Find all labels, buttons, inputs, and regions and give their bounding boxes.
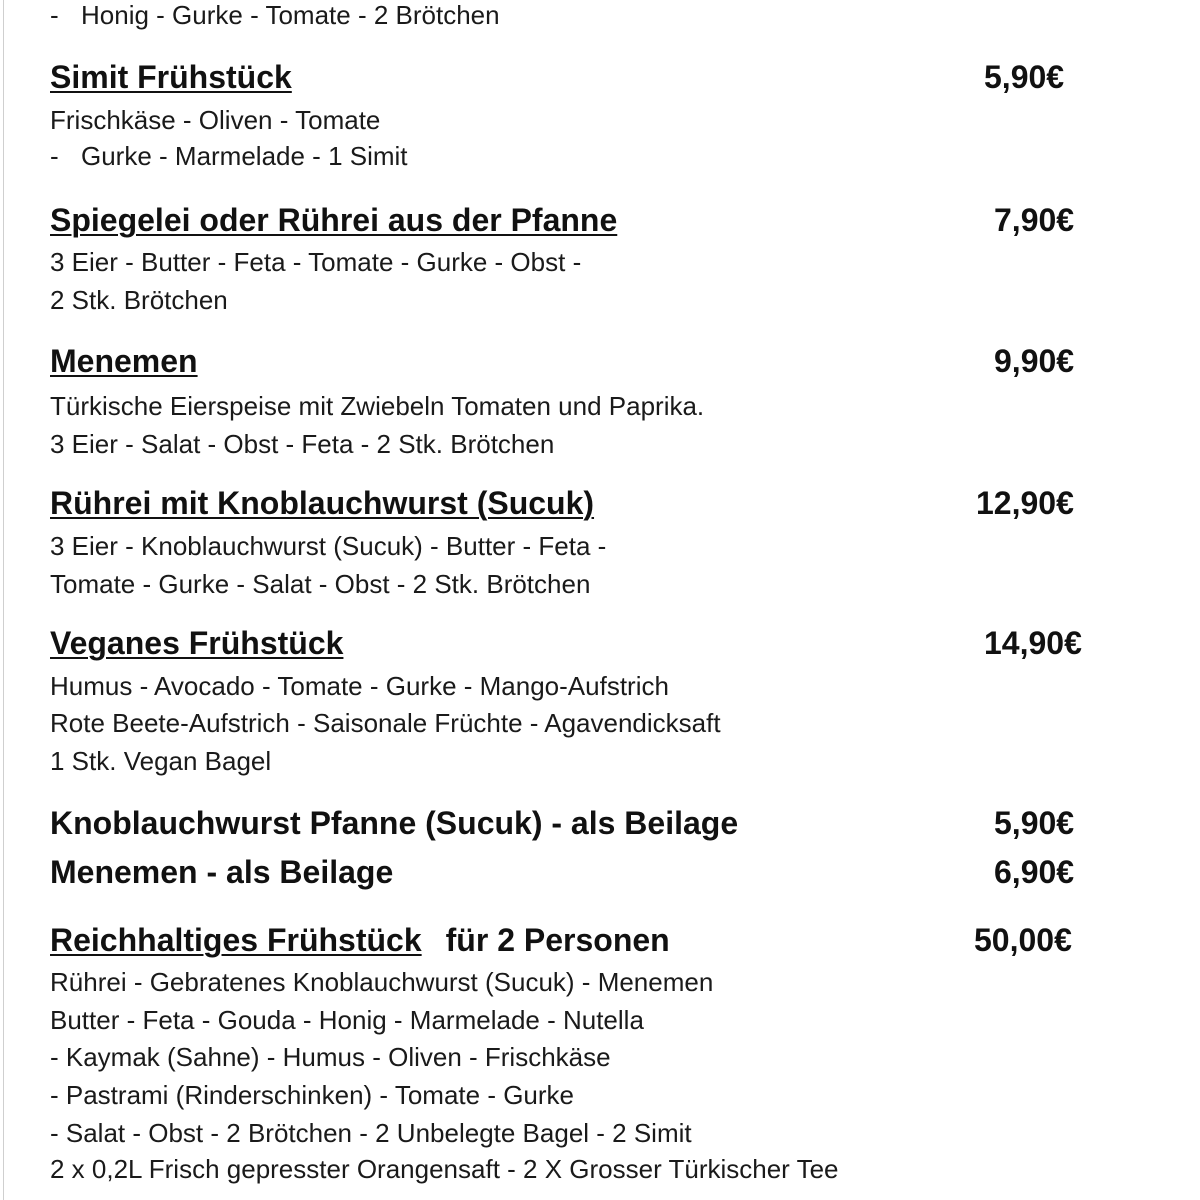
feast-description: Rührei - Gebratenes Knoblauchwurst (Sucuk) - Menemen [50, 967, 714, 997]
feast-description: - Salat - Obst - 2 Brötchen - 2 Unbelegte Bagel - 2 Simit [50, 1118, 692, 1148]
menu-item-description: Humus - Avocado - Tomate - Gurke - Mango-Aufstrich [50, 671, 669, 701]
side-item-price: 6,90€ [994, 854, 1075, 890]
menu-item-title: Menemen [50, 343, 198, 379]
feast-description: - Pastrami (Rinderschinken) - Tomate - Gurke [50, 1080, 575, 1110]
feast-description: Butter - Feta - Gouda - Honig - Marmelade - Nutella [50, 1005, 644, 1035]
page-edge-divider [3, 0, 4, 1200]
menu-item-description [50, 140, 408, 172]
list-dash: - [50, 0, 59, 30]
menu-item-title: Rührei mit Knoblauchwurst (Sucuk) [50, 485, 595, 521]
menu-item-title: Veganes Frühstück [50, 625, 344, 661]
menu-item-description: Frischkäse - Oliven - Tomate [50, 105, 381, 135]
menu-item-price: 9,90€ [994, 343, 1075, 379]
feast-price: 50,00€ [974, 922, 1072, 958]
description-text: Honig - Gurke - Tomate - 2 Brötchen [81, 0, 500, 30]
menu-item-description: Türkische Eierspeise mit Zwiebeln Tomaten und Paprika. [50, 391, 705, 421]
feast-description: 2 x 0,2L Frisch gepresster Orangensaft - 2 X Grosser Türkischer Tee [50, 1154, 839, 1184]
side-item-title: Menemen - als Beilage [50, 854, 394, 890]
menu-item-price: 7,90€ [994, 202, 1075, 238]
side-item-title: Knoblauchwurst Pfanne (Sucuk) - als Beilage [50, 805, 739, 841]
menu-item-description: Tomate - Gurke - Salat - Obst - 2 Stk. Brötchen [50, 569, 591, 599]
feast-title: Reichhaltiges Frühstück [50, 922, 422, 958]
menu-item-title: Simit Frühstück [50, 59, 292, 95]
menu-item-description: 3 Eier - Butter - Feta - Tomate - Gurke - Obst - [50, 247, 582, 277]
menu-item-title: Spiegelei oder Rührei aus der Pfanne [50, 202, 618, 238]
partial-description-line [50, 0, 500, 31]
menu-item-description: Rote Beete-Aufstrich - Saisonale Früchte - Agavendicksaft [50, 708, 721, 738]
menu-item-description: 3 Eier - Knoblauchwurst (Sucuk) - Butter - Feta - [50, 531, 607, 561]
side-item-price: 5,90€ [994, 805, 1075, 841]
menu-item-price: 5,90€ [984, 59, 1065, 95]
menu-item-price: 12,90€ [976, 485, 1074, 521]
feast-serving-note: für 2 Personen [445, 922, 670, 958]
menu-item-description: 1 Stk. Vegan Bagel [50, 746, 272, 776]
menu-item-description: 2 Stk. Brötchen [50, 285, 228, 315]
description-text: Gurke - Marmelade - 1 Simit [81, 141, 408, 171]
menu-item-description: 3 Eier - Salat - Obst - Feta - 2 Stk. Brötchen [50, 429, 555, 459]
feast-description: - Kaymak (Sahne) - Humus - Oliven - Frischkäse [50, 1042, 611, 1072]
list-dash: - [50, 141, 59, 171]
menu-item-price: 14,90€ [984, 625, 1082, 661]
feast-title-row [50, 921, 670, 959]
